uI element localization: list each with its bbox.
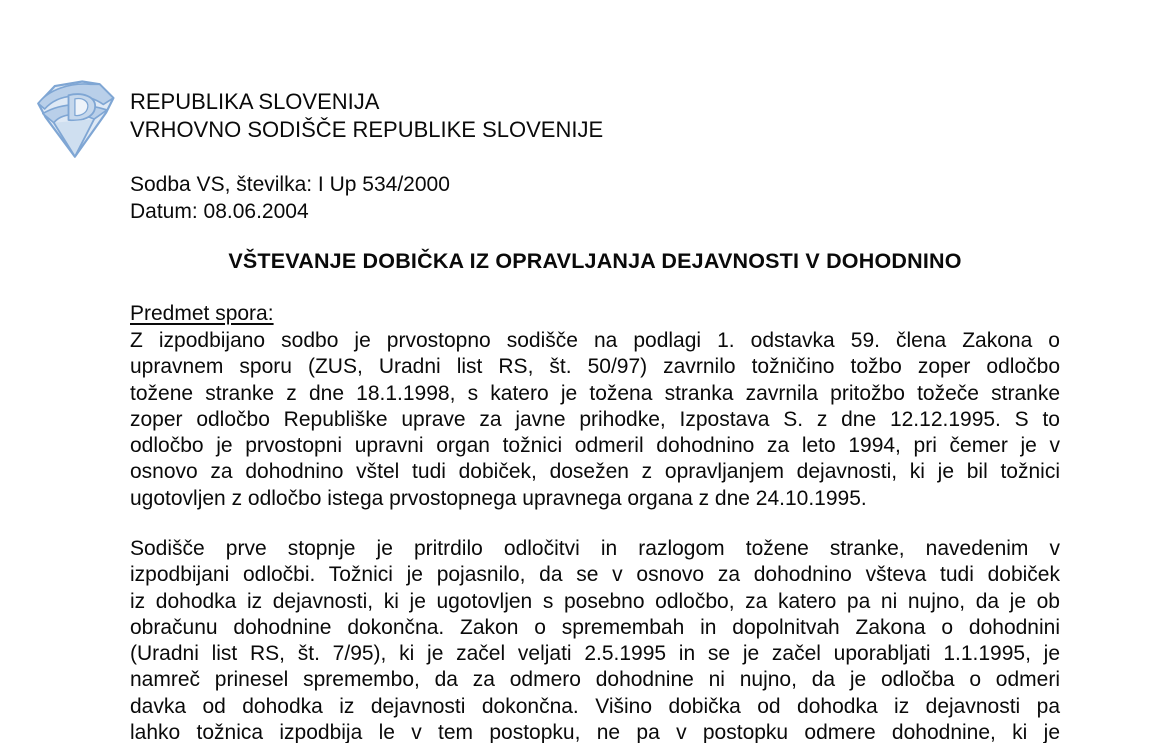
text-line: izpodbijani odločbi. Tožnici je pojasnilo, da se v osnovo za dohodnino všteva tudi dobiček <box>130 563 1060 587</box>
text-line: lahko tožnica izpodbija le v tem postopku, ne pa v postopku odmere dohodnine, ki je <box>130 721 1060 743</box>
text-line: Z izpodbijano sodbo je prvostopno sodišče na podlagi 1. odstavka 59. člena Zakona o <box>130 329 1060 352</box>
text-line: ugotovljen z odločbo istega prvostopnega upravnega organa z dne 24.10.1995. <box>130 486 867 510</box>
supreme-court-logo-icon <box>30 78 118 162</box>
case-date-line: Datum: 08.06.2004 <box>130 200 309 223</box>
section-heading-predmet-spora: Predmet spora: <box>130 302 274 325</box>
text-line: (Uradni list RS, št. 7/95), ki je začel veljati 2.5.1995 in se je začel uporabljati 1.1.1995, je <box>130 642 1060 666</box>
paragraph-first-instance-court <box>130 536 1060 743</box>
case-info-block <box>130 171 450 225</box>
institution-line2: VRHOVNO SODIŠČE REPUBLIKE SLOVENIJE <box>130 117 604 142</box>
paragraph-dispute-subject <box>130 328 1060 512</box>
text-line: osnovo za dohodnino vštel tudi dobiček, dosežen z opravljanjem dejavnosti, ki je bil tožnici <box>130 460 1060 484</box>
text-line: namreč prinesel spremembo, da za odmero dohodnine ni nujno, da je odločba o odmeri <box>130 668 1060 692</box>
text-line: odločbo je prvostopni upravni organ tožnici odmeril dohodnino za leto 1994, pri čemer je v <box>130 434 1060 458</box>
text-line: zoper odločbo Republiške uprave za javne prihodke, Izpostava S. z dne 12.12.1995. S to <box>130 407 1060 431</box>
document-title: VŠTEVANJE DOBIČKA IZ OPRAVLJANJA DEJAVNOSTI V DOHODNINO <box>228 249 962 273</box>
text-line: davka od dohodka iz dejavnosti dokončna. Višino dobička od dohodka iz dejavnosti pa <box>130 694 1060 718</box>
institution-line1: REPUBLIKA SLOVENIJA <box>130 89 380 114</box>
text-line: obračunu dohodnine dokončna. Zakon o spremembah in dopolnitvah Zakona o dohodnini <box>130 615 1060 639</box>
institution-block <box>130 88 603 144</box>
case-number-line: Sodba VS, številka: I Up 534/2000 <box>130 173 450 196</box>
text-line: tožene stranke z dne 18.1.1998, s katero je tožena stranka zavrnila pritožbo tožeče stranke <box>130 381 1060 405</box>
text-line: iz dohodka iz dejavnosti, ki je ugotovljen s posebno odločbo, za katero pa ni nujno, da je ob <box>130 589 1060 613</box>
text-line: Sodišče prve stopnje je pritrdilo odločitvi in razlogom tožene stranke, navedenim v <box>130 537 1060 560</box>
text-line: upravnem sporu (ZUS, Uradni list RS, št. 50/97) zavrnilo tožničino tožbo zoper odločbo <box>130 355 1060 379</box>
